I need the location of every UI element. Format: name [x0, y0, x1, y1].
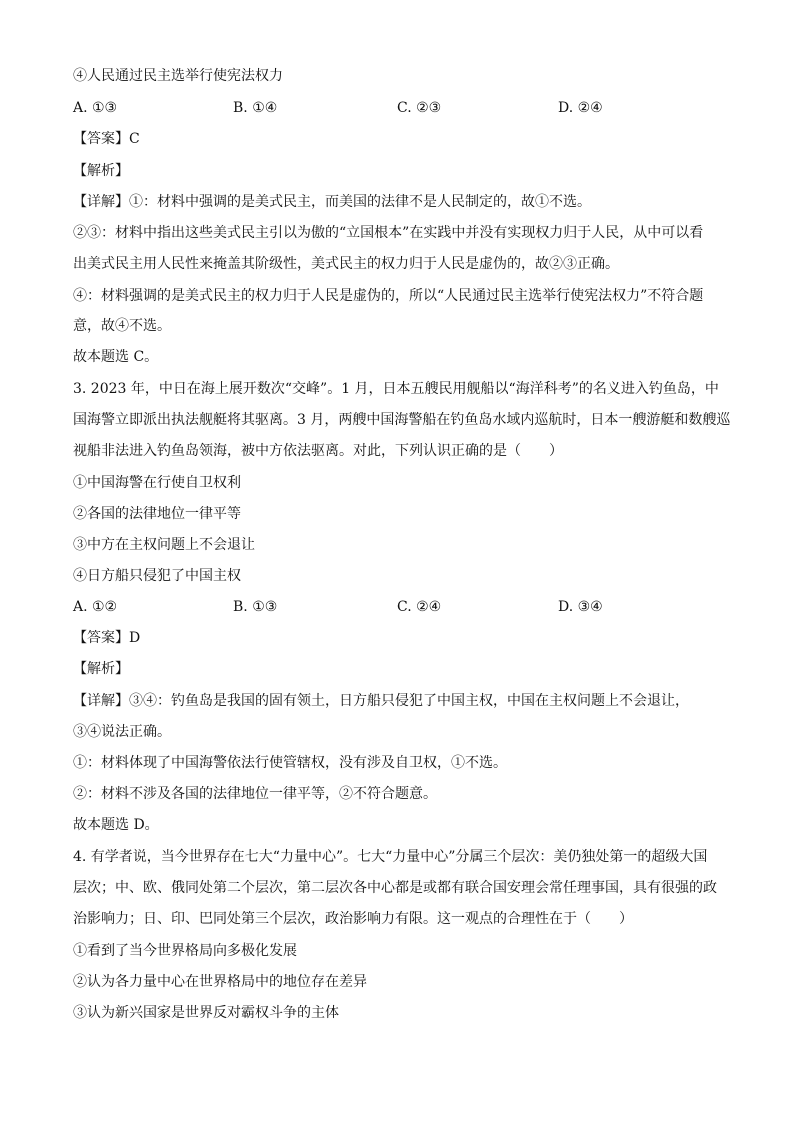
- detail-line: 出美式民主用人民性来掩盖其阶级性，美式民主的权力归于人民是虚伪的，故②③正确。: [73, 256, 619, 272]
- analysis-heading: 【解析】: [73, 163, 129, 179]
- option-d: D. ③④: [558, 599, 603, 615]
- detail-line: ①：材料体现了中国海警依法行使管辖权，没有涉及自卫权，①不选。: [73, 755, 507, 771]
- detail-line: 【详解】①：材料中强调的是美式民主，而美国的法律不是人民制定的，故①不选。: [73, 194, 591, 210]
- option-c: C. ②③: [397, 100, 442, 116]
- detail-line: 意，故④不选。: [73, 318, 171, 334]
- question-stem: 3. 2023 年，中日在海上展开数次“交峰”。1 月，日本五艘民用舰船以“海洋科考”的名义进入钓鱼岛，中: [73, 381, 719, 397]
- detail-line: 【详解】③④：钓鱼岛是我国的固有领土，日方船只侵犯了中国主权，中国在主权问题上不会退让，: [73, 693, 689, 709]
- option-a: A. ①③: [73, 100, 118, 116]
- answer-line: 【答案】C: [73, 131, 140, 147]
- question-stem: 视船非法进入钓鱼岛领海，被中方依法驱离。对此，下列认识正确的是（ ）: [73, 443, 563, 459]
- statement-1: ①看到了当今世界格局向多极化发展: [73, 943, 297, 959]
- detail-line: ④：材料强调的是美式民主的权力归于人民是虚伪的，所以“人民通过民主选举行使宪法权力”不符合题: [73, 288, 704, 304]
- option-b: B. ①④: [233, 100, 278, 116]
- statement-2: ②认为各力量中心在世界格局中的地位存在差异: [73, 974, 367, 990]
- detail-line: ②③：材料中指出这些美式民主引以为傲的“立国根本”在实践中并没有实现权力归于人民，从中可以看: [73, 225, 704, 241]
- option-a: A. ①②: [73, 599, 118, 615]
- statement-3: ③中方在主权问题上不会退让: [73, 537, 255, 553]
- question-stem: 治影响力；日、印、巴同处第三个层次，政治影响力有限。这一观点的合理性在于（ ）: [73, 911, 633, 927]
- option-b: B. ①③: [233, 599, 278, 615]
- question-stem: 4. 有学者说，当今世界存在七大“力量中心”。七大“力量中心”分属三个层次：美仍独处第一的超级大国: [73, 849, 708, 865]
- statement-1: ①中国海警在行使自卫权利: [73, 475, 241, 491]
- option-d: D. ②④: [558, 100, 603, 116]
- option-c: C. ②④: [397, 599, 442, 615]
- detail-line: ②：材料不涉及各国的法律地位一律平等，②不符合题意。: [73, 786, 437, 802]
- answer-line: 【答案】D: [73, 630, 141, 646]
- statement-4: ④日方船只侵犯了中国主权: [73, 568, 241, 584]
- detail-line: ③④说法正确。: [73, 724, 171, 740]
- conclusion-line: 故本题选 C。: [73, 349, 159, 365]
- statement-2: ②各国的法律地位一律平等: [73, 506, 241, 522]
- conclusion-line: 故本题选 D。: [73, 817, 159, 833]
- statement-3: ③认为新兴国家是世界反对霸权斗争的主体: [73, 1005, 339, 1021]
- question-stem: 层次；中、欧、俄同处第二个层次，第二层次各中心都是或都有联合国安理会常任理事国，具有很强的政: [73, 880, 717, 896]
- analysis-heading: 【解析】: [73, 661, 129, 677]
- question-stem: 国海警立即派出执法舰艇将其驱离。3 月，两艘中国海警船在钓鱼岛水域内巡航时，日本一艘游艇和数艘巡: [73, 412, 731, 428]
- statement-4: ④人民通过民主选举行使宪法权力: [73, 68, 283, 84]
